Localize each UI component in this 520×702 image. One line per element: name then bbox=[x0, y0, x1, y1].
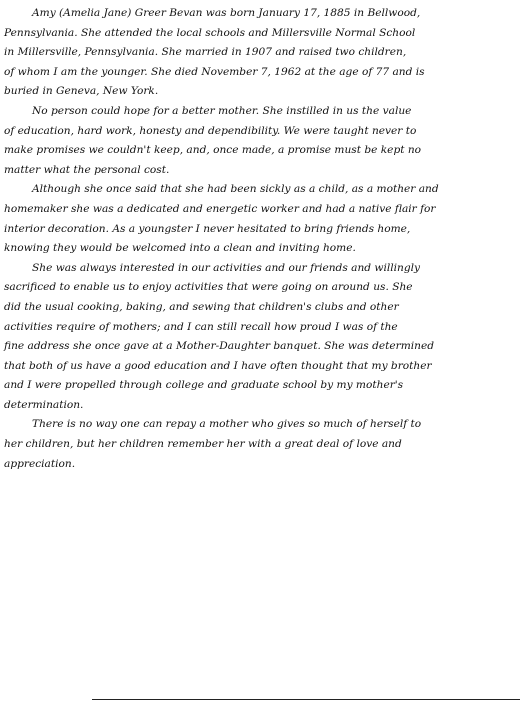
paragraph-4-line-8: determination. bbox=[4, 398, 84, 411]
paragraph-3-line-1: Although she once said that she had been sickly as a child, as a mother and bbox=[32, 183, 439, 196]
paragraph-5-line-1: There is no way one can repay a mother who gives so much of herself to bbox=[32, 418, 422, 431]
memorial-text bbox=[4, 4, 516, 474]
bottom-rule bbox=[92, 699, 520, 700]
paragraph-1-line-2: Pennsylvania. She attended the local schools and Millersville Normal School bbox=[4, 26, 416, 39]
paragraph-2-line-1: No person could hope for a better mother. She instilled in us the value bbox=[32, 104, 412, 117]
paragraph-4-line-1: She was always interested in our activities and our friends and willingly bbox=[32, 261, 421, 274]
paragraph-2-line-2: of education, hard work, honesty and dependibility. We were taught never to bbox=[4, 124, 417, 137]
paragraph-5-line-3: appreciation. bbox=[4, 457, 76, 470]
paragraph-4-line-6: that both of us have a good education and I have often thought that my brother bbox=[4, 359, 432, 372]
paragraph-1-line-4: of whom I am the younger. She died November 7, 1962 at the age of 77 and is bbox=[4, 65, 425, 78]
paragraph-4-line-5: fine address she once gave at a Mother-Daughter banquet. She was determined bbox=[4, 340, 435, 353]
paragraph-3-line-3: interior decoration. As a youngster I never hesitated to bring friends home, bbox=[4, 222, 411, 235]
paragraph-3-line-2: homemaker she was a dedicated and energetic worker and had a native flair for bbox=[4, 202, 436, 215]
paragraph-1-line-1: Amy (Amelia Jane) Greer Bevan was born January 17, 1885 in Bellwood, bbox=[32, 7, 421, 19]
paragraph-4-line-4: activities require of mothers; and I can still recall how proud I was of the bbox=[4, 320, 398, 333]
paragraph-4-line-2: sacrificed to enable us to enjoy activities that were going on around us. She bbox=[4, 281, 413, 294]
paragraph-4-line-3: did the usual cooking, baking, and sewing that children's clubs and other bbox=[4, 300, 399, 313]
paragraph-1-line-3: in Millersville, Pennsylvania. She married in 1907 and raised two children, bbox=[4, 46, 407, 59]
paragraph-4-line-7: and I were propelled through college and graduate school by my mother's bbox=[4, 379, 404, 392]
paragraph-2-line-4: matter what the personal cost. bbox=[4, 163, 170, 176]
paragraph-5-line-2: her children, but her children remember her with a great deal of love and bbox=[4, 438, 402, 451]
paragraph-2-line-3: make promises we couldn't keep, and, once made, a promise must be kept no bbox=[4, 144, 422, 157]
paragraph-1-line-5: buried in Geneva, New York. bbox=[4, 85, 159, 98]
paragraph-3-line-4: knowing they would be welcomed into a clean and inviting home. bbox=[4, 242, 356, 255]
